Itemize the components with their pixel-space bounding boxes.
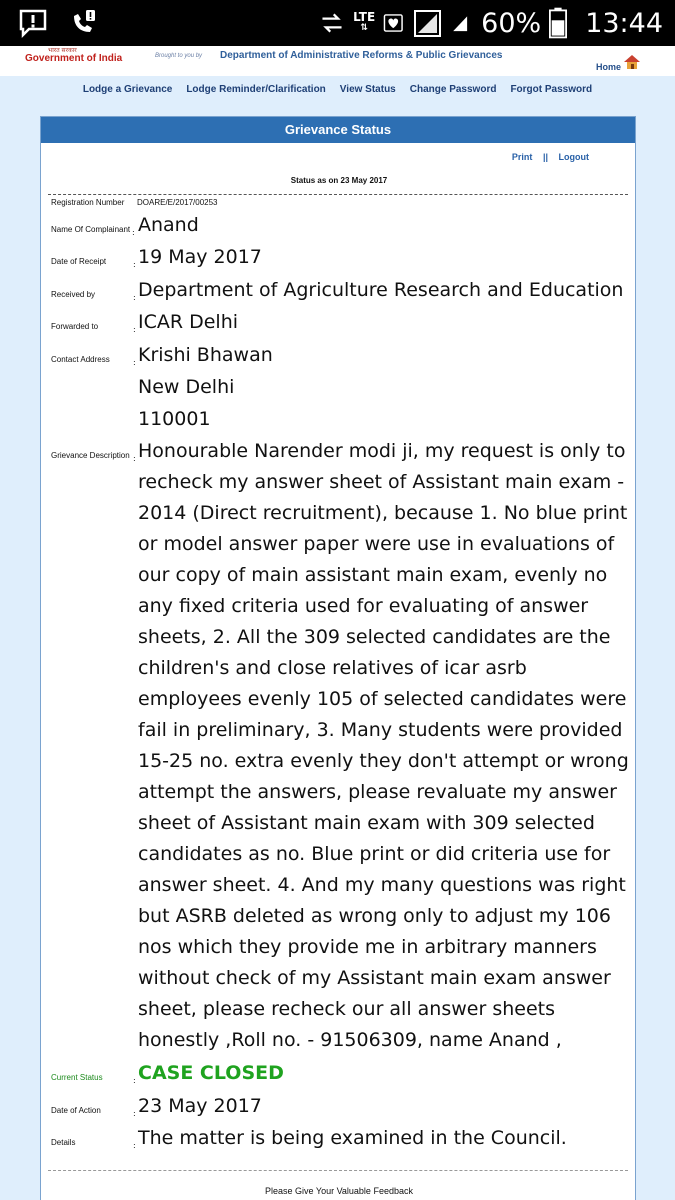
contact-colon: : (133, 358, 136, 367)
details-value: The matter is being examined in the Council. (138, 1127, 567, 1149)
link-separator: || (542, 152, 548, 162)
nav-lodge-grievance[interactable]: Lodge a Grievance (82, 84, 173, 95)
battery-icon (549, 7, 567, 39)
receipt-label: Date of Receipt (51, 257, 107, 266)
status-bar (0, 0, 675, 46)
forwarded-to-label: Forwarded to (51, 322, 99, 331)
description-label: Grievance Description (51, 451, 130, 460)
received-by-label: Received by (51, 290, 96, 299)
print-logout-row (508, 152, 593, 162)
home-link[interactable]: Home (596, 62, 622, 72)
grievance-status-panel (40, 116, 636, 1200)
lte-label: LTE (353, 10, 376, 24)
status-as-on: Status as on 23 May 2017 (290, 176, 388, 185)
signal-strength-icon-2 (451, 8, 473, 38)
details-colon: : (133, 1141, 136, 1150)
current-status-colon: : (133, 1076, 136, 1085)
bottom-divider (48, 1170, 628, 1171)
complainant-colon: : (132, 228, 135, 237)
alert-message-icon (18, 8, 48, 38)
description-value: Honourable Narender modi ji, my request is only to recheck my answer sheet of Assistant main exam - 2014 (Direct recruitment), because 1. No blue print or model answer paper were use in evaluations of our copy of main assistant main exam, evenly no any fixed criteria used for evaluating of answer sheets, 2. All the 309 selected candidates are the children's and close relatives of icar asrb employees evenly 105 of selected candidates were fail in preliminary, 3. Many students were provided 15-25 no. extra evenly they don't attempt or wrong attempt the answers, please revaluate my answer sheet of Assistant main exam with 309 selected candidates as no. Blue print or did criteria use for answer sheet. 4. And my many questions was right but ASRB deleted as wrong only to adjust my 106 nos which they provide me in arbitrary manners without check of my Assistant main exam answer sheet, please recheck our all answer sheets honestly ,Roll no. - 91506309, name Anand , (138, 440, 629, 1051)
missed-call-icon (68, 8, 98, 38)
feedback-link[interactable]: Please Give Your Valuable Feedback (265, 1186, 413, 1196)
complainant-label: Name Of Complainant (51, 225, 131, 234)
nav-lodge-reminder[interactable]: Lodge Reminder/Clarification (186, 84, 326, 95)
received-by-colon: : (133, 293, 136, 302)
signal-strength-icon (413, 8, 443, 38)
contact-line-3: 110001 (138, 408, 211, 430)
details-label: Details (51, 1138, 76, 1147)
top-nav (0, 80, 675, 102)
clock: 13:44 (585, 7, 663, 39)
site-header (0, 46, 675, 76)
nav-change-password[interactable]: Change Password (409, 84, 497, 95)
forwarded-to-colon: : (133, 325, 136, 334)
divider (48, 194, 628, 195)
date-of-action-colon: : (133, 1109, 136, 1118)
contact-line-2: New Delhi (138, 376, 235, 398)
nav-view-status[interactable]: View Status (339, 84, 396, 95)
goi-logo-text[interactable]: Government of India (25, 53, 123, 64)
current-status-value: CASE CLOSED (138, 1062, 284, 1084)
battery-percentage: 60% (481, 7, 542, 39)
registration-value: DOARE/E/2017/00253 (137, 198, 218, 207)
date-of-action-label: Date of Action (51, 1106, 101, 1115)
data-transfer-icon (319, 8, 345, 38)
description-colon: : (133, 454, 136, 463)
status-bar-left (18, 8, 98, 38)
registration-label: Registration Number (51, 198, 125, 207)
home-icon[interactable] (623, 54, 641, 70)
receipt-value: 19 May 2017 (138, 246, 262, 268)
receipt-colon: : (133, 260, 136, 269)
date-of-action-value: 23 May 2017 (138, 1095, 262, 1117)
print-link[interactable]: Print (511, 152, 533, 162)
panel-title: Grievance Status (41, 117, 635, 143)
contact-line-1: Krishi Bhawan (138, 344, 273, 366)
department-name: Department of Administrative Reforms & Public Grievances (220, 50, 503, 61)
goi-hindi-label: भारत सरकार (48, 47, 77, 54)
complainant-value: Anand (138, 214, 199, 236)
brought-by-label: Brought to you by (155, 53, 203, 59)
nav-forgot-password[interactable]: Forgot Password (510, 84, 593, 95)
heart-icon (383, 8, 405, 38)
current-status-label: Current Status (51, 1073, 103, 1082)
contact-label: Contact Address (51, 355, 110, 364)
status-bar-right (319, 0, 663, 46)
lte-indicator: LTE ⇅ (353, 10, 376, 33)
forwarded-to-value: ICAR Delhi (138, 311, 239, 333)
logout-link[interactable]: Logout (558, 152, 589, 162)
received-by-value: Department of Agriculture Research and Education (138, 279, 624, 301)
